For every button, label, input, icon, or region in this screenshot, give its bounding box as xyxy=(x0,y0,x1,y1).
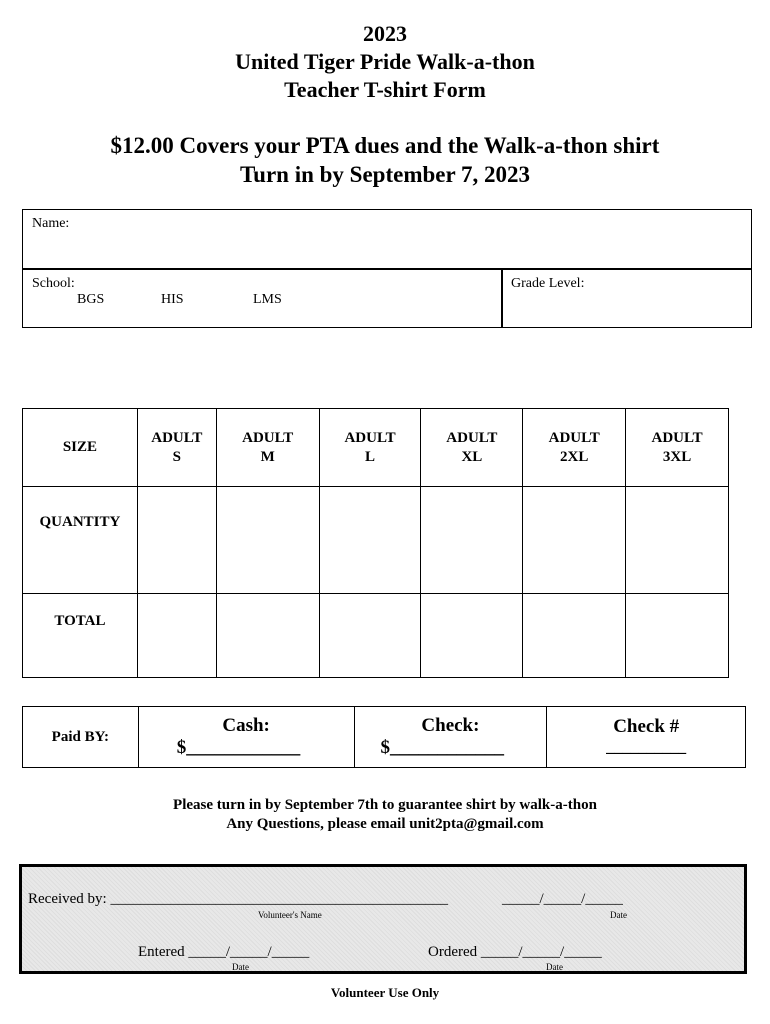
form-year: 2023 xyxy=(363,21,407,46)
check-line[interactable]: $____________ xyxy=(380,737,505,758)
school-option-his[interactable]: HIS xyxy=(161,292,184,307)
total-cell-l[interactable] xyxy=(319,594,421,678)
size-col-xl xyxy=(421,409,523,487)
entered-date-caption: Date xyxy=(232,962,249,972)
cash-line[interactable]: $____________ xyxy=(176,737,301,758)
name-field[interactable] xyxy=(22,209,752,270)
ordered-field[interactable]: Ordered _____/_____/_____ xyxy=(428,944,602,960)
check-number-field[interactable] xyxy=(547,707,746,768)
size-col-m-line2: M xyxy=(260,448,275,465)
size-col-2xl xyxy=(523,409,626,487)
school-field[interactable] xyxy=(22,268,503,328)
received-date-caption: Date xyxy=(610,910,627,920)
size-col-xl-line1: ADULT xyxy=(446,429,498,446)
size-col-2xl-line1: ADULT xyxy=(548,429,600,446)
size-table xyxy=(22,408,729,678)
size-col-l-line1: ADULT xyxy=(344,429,396,446)
total-cell-2xl[interactable] xyxy=(523,594,626,678)
size-col-m xyxy=(216,409,319,487)
quantity-cell-m[interactable] xyxy=(216,487,319,594)
total-row xyxy=(23,594,729,678)
turn-in-note: Please turn in by September 7th to guarantee shirt by walk-a-thon xyxy=(173,797,597,813)
size-col-3xl xyxy=(626,409,729,487)
volunteer-use-only-label: Volunteer Use Only xyxy=(330,985,440,1000)
quantity-cell-3xl[interactable] xyxy=(626,487,729,594)
quantity-label: QUANTITY xyxy=(23,487,138,594)
school-label: School: xyxy=(32,276,75,291)
received-by-field[interactable]: Received by: _____________________________________________ xyxy=(28,891,448,907)
payment-table xyxy=(22,706,746,768)
size-col-s xyxy=(137,409,216,487)
questions-note: Any Questions, please email unit2pta@gmail.com xyxy=(226,816,544,832)
paid-by-label: Paid BY: xyxy=(23,707,139,768)
grade-level-field[interactable] xyxy=(501,268,752,328)
ordered-date-caption: Date xyxy=(546,962,563,972)
size-header-row xyxy=(23,409,729,487)
total-cell-s[interactable] xyxy=(137,594,216,678)
school-option-bgs[interactable]: BGS xyxy=(77,292,105,307)
quantity-cell-xl[interactable] xyxy=(421,487,523,594)
size-label: SIZE xyxy=(23,409,138,487)
size-col-m-line1: ADULT xyxy=(242,429,294,446)
volunteer-name-caption: Volunteer's Name xyxy=(258,910,322,920)
size-col-3xl-line1: ADULT xyxy=(651,429,703,446)
received-date-field[interactable]: _____/_____/_____ xyxy=(502,891,623,907)
size-col-3xl-line2: 3XL xyxy=(662,448,692,465)
grade-level-label: Grade Level: xyxy=(511,276,585,291)
form-title: Teacher T-shirt Form xyxy=(284,77,486,102)
deadline-line: Turn in by September 7, 2023 xyxy=(239,162,531,187)
check-number-line[interactable]: __________ xyxy=(606,739,687,756)
event-title: United Tiger Pride Walk-a-thon xyxy=(235,49,535,74)
size-col-l-line2: L xyxy=(365,448,376,465)
check-field[interactable] xyxy=(354,707,547,768)
quantity-cell-s[interactable] xyxy=(137,487,216,594)
total-cell-xl[interactable] xyxy=(421,594,523,678)
total-cell-m[interactable] xyxy=(216,594,319,678)
quantity-cell-2xl[interactable] xyxy=(523,487,626,594)
check-label: Check: xyxy=(421,715,480,736)
school-option-lms[interactable]: LMS xyxy=(253,292,282,307)
quantity-cell-l[interactable] xyxy=(319,487,421,594)
size-col-2xl-line2: 2XL xyxy=(560,448,589,465)
cash-label: Cash: xyxy=(222,715,270,736)
size-col-xl-line2: XL xyxy=(461,448,483,465)
size-col-s-line1: ADULT xyxy=(151,429,203,446)
volunteer-section xyxy=(19,864,747,974)
size-col-l xyxy=(319,409,421,487)
name-label: Name: xyxy=(32,216,70,231)
entered-field[interactable]: Entered _____/_____/_____ xyxy=(138,944,310,960)
size-col-s-line2: S xyxy=(172,448,182,465)
total-cell-3xl[interactable] xyxy=(626,594,729,678)
check-number-label: Check # xyxy=(613,716,680,737)
cash-field[interactable] xyxy=(138,707,354,768)
quantity-row xyxy=(23,487,729,594)
total-label: TOTAL xyxy=(23,594,138,678)
price-line: $12.00 Covers your PTA dues and the Walk-a-thon shirt xyxy=(110,133,660,158)
